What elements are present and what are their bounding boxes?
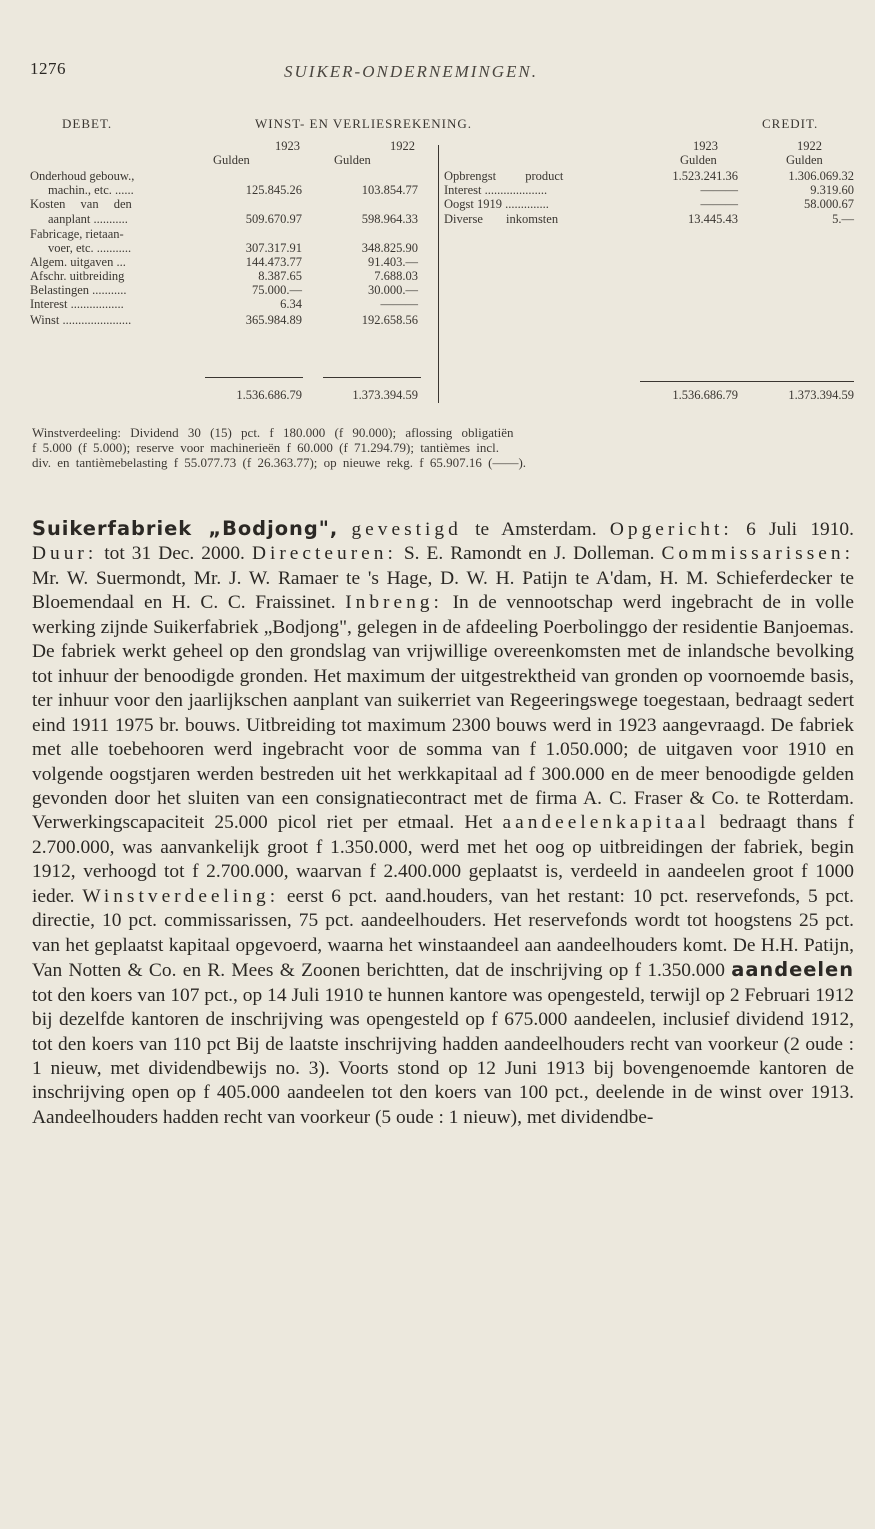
left-row-label: Afschr. uitbreiding bbox=[30, 269, 125, 283]
distribution-line: div. en tantièmebelasting f 55.077.73 (f 26.363.77); op nieuwe rekg. f 65.907.16 (——). bbox=[32, 455, 527, 470]
left-row-value-1923: 509.670.97 bbox=[245, 212, 302, 226]
distribution-line: Winstverdeeling: Dividend 30 (15) pct. f 180.000 (f 90.000); aflossing obligatiën bbox=[32, 425, 514, 440]
left-row-value-1923: 307.317.91 bbox=[245, 241, 302, 255]
inbreng-label: Inbreng: bbox=[345, 592, 443, 614]
left-row-value-1923: 365.984.89 bbox=[245, 313, 302, 327]
right-row-label: Opbrengst product bbox=[444, 169, 564, 183]
left-row-value-1922: 91.403.— bbox=[368, 255, 418, 269]
left-row-label: Algem. uitgaven ... bbox=[30, 255, 126, 269]
duur-label: Duur: bbox=[32, 543, 98, 565]
left-row-value-1922: 598.964.33 bbox=[361, 212, 418, 226]
article-text: Mr. W. Suermondt, Mr. J. W. Ramaer te 's Hage, D. W. H. Patijn te A'dam, H. M. Schieferdecker te Bloemendaal en H. C. C. Fraissinet. bbox=[32, 567, 854, 614]
right-unit-2: Gulden bbox=[786, 153, 823, 167]
page-number: 1276 bbox=[30, 59, 66, 78]
right-row-value-1923: 1.523.241.36 bbox=[672, 169, 738, 183]
left-row-value-1922: 7.688.03 bbox=[374, 269, 418, 283]
left-unit-1: Gulden bbox=[213, 153, 250, 167]
left-row-label: Fabricage, rietaan- bbox=[30, 227, 124, 241]
aandeelenkapitaal-label: aandeelenkapitaal bbox=[502, 812, 710, 834]
right-year-1923: 1923 bbox=[693, 139, 718, 153]
commissarissen-label: Commissarissen: bbox=[661, 543, 854, 565]
running-title: SUIKER-ONDERNEMINGEN. bbox=[284, 62, 539, 81]
left-row-label: Onderhoud gebouw., bbox=[30, 169, 135, 183]
table-center-divider bbox=[438, 145, 439, 403]
right-row-label: Diverse inkomsten bbox=[444, 212, 559, 226]
company-name: Suikerfabriek „Bodjong", bbox=[32, 517, 339, 540]
distribution-line: f 5.000 (f 5.000); reserve voor machinerieën f 60.000 (f 71.294.79); tantièmes incl. bbox=[32, 440, 500, 455]
left-year-1923: 1923 bbox=[275, 139, 300, 153]
article-text: In de vennootschap werd ingebracht de in volle werking zijnde Suikerfabriek „Bodjong", gelegen in de afdeeling Poerbolinggo der residentie Banjoemas. De fabriek werkt geheel op den grondslag van vrijwillige overeenkomsten met de inlandsche bevolking tot inhuur der benoodigde gronden. Het maximum der uitgestrektheid van gronden op voornoemde basis, ter inhuur voor den jaarlijkschen aanplant van suikerriet van Regeeringswege toegestaan, bedraagt sedert eind 1911 1975 br. bouws. Uitbreiding tot maximum 2300 bouws werd in 1923 aangevraagd. De fabriek met alle toebehooren werd ingebracht voor de somma van f 1.050.000; de uitgaven voor 1910 en volgende oogstjaren werden bestreden uit het werkkapitaal ad f 300.000 en de meer benoodigde gelden gevonden door het sluiten van een consignatiecontract met de firma A. C. Fraser & Co. te Rotterdam. Verwerkingscapaciteit 25.000 picol riet per etmaal. Het bbox=[32, 592, 854, 834]
debet-label: DEBET. bbox=[62, 116, 113, 131]
right-year-1922: 1922 bbox=[797, 139, 822, 153]
right-row-label: Oogst 1919 .............. bbox=[444, 197, 549, 211]
left-row-label: aanplant ........... bbox=[48, 212, 128, 226]
right-unit-1: Gulden bbox=[680, 153, 717, 167]
left-row-value-1922: 348.825.90 bbox=[361, 241, 418, 255]
left-row-value-1923: 75.000.— bbox=[252, 283, 302, 297]
left-row-value-1922: 103.854.77 bbox=[361, 183, 418, 197]
left-row-label: Winst ...................... bbox=[30, 313, 132, 327]
left-row-value-1922: 30.000.— bbox=[368, 283, 418, 297]
table-title: WINST- EN VERLIESREKENING. bbox=[255, 116, 473, 131]
left-row-value-1923: 6.34 bbox=[280, 297, 302, 311]
article-text: S. E. Ramondt en J. Dolleman. bbox=[403, 543, 655, 565]
left-year-1922: 1922 bbox=[390, 139, 415, 153]
left-row-value-1923: 125.845.26 bbox=[245, 183, 302, 197]
left-row-value-1922: ——— bbox=[380, 297, 418, 311]
left-sum-rule-1922 bbox=[323, 377, 421, 378]
article-text: eerst 6 pct. aand.houders, van het restant: 10 pct. reservefonds, 5 pct. directie, 10 pct. commissarissen, 75 pct. aandeelhouders. Het reservefonds wordt tot hoogstens 25 pct. van het geplaatst kapitaal opgevoerd, waarna het winstaandeel aan aandeelhouders komt. De H.H. Patijn, Van Notten & Co. en R. Mees & Zoonen berichtten, dat de inschrijving op f 1.350.000 bbox=[32, 885, 854, 982]
right-row-value-1923: ——— bbox=[700, 197, 738, 211]
right-row-value-1922: 1.306.069.32 bbox=[788, 169, 854, 183]
right-total-1923: 1.536.686.79 bbox=[672, 388, 738, 402]
right-row-value-1923: 13.445.43 bbox=[688, 212, 738, 226]
left-sum-rule-1923 bbox=[205, 377, 303, 378]
left-row-label: Belastingen ........... bbox=[30, 283, 127, 297]
article-text: 6 Juli 1910. bbox=[746, 519, 854, 540]
right-row-value-1922: 58.000.67 bbox=[804, 197, 854, 211]
left-total-1923: 1.536.686.79 bbox=[236, 388, 302, 402]
right-row-label: Interest .................... bbox=[444, 183, 548, 197]
left-row-label: Kosten van den bbox=[30, 197, 132, 211]
aandeelen-label: aandeelen bbox=[731, 958, 854, 982]
company-article bbox=[32, 517, 854, 1130]
article-text: tot den koers van 107 pct., op 14 Juli 1910 te hunnen kantore was opengesteld, terwijl op 2 Februari 1912 bij dezelfde kantoren de inschrijving was opengesteld op f 675.000 aandeelen, inclusief dividend 1912, tot den koers van 110 pct Bij de laatste inschrijving hadden aandeelhouders recht van voorkeur (2 oude : 1 nieuw, met dividendbewijs no. 3). Voorts stond op 12 Juni 1913 bij bovengenoemde kantoren de inschrijving open op f 405.000 aandeelen tot den koers van 100 pct., deelende in de winst over 1913. Aandeelhouders hadden recht van voorkeur (5 oude : 1 nieuw), met dividendbe- bbox=[32, 984, 854, 1128]
winstverdeeling-label: Winstverdeeling: bbox=[82, 885, 280, 907]
opgericht-label: Opgericht: bbox=[609, 519, 733, 540]
left-unit-2: Gulden bbox=[334, 153, 371, 167]
right-row-value-1923: ——— bbox=[700, 183, 738, 197]
right-row-value-1922: 5.— bbox=[832, 212, 854, 226]
article-text: tot 31 Dec. 2000. bbox=[104, 543, 245, 565]
right-row-value-1922: 9.319.60 bbox=[810, 183, 854, 197]
right-sum-rule bbox=[640, 381, 854, 382]
article-text: te Amsterdam. bbox=[475, 519, 597, 540]
credit-label: CREDIT. bbox=[762, 116, 819, 131]
left-row-value-1922: 192.658.56 bbox=[361, 313, 418, 327]
gevestigd-label: gevestigd bbox=[351, 519, 462, 540]
left-row-label: machin., etc. ...... bbox=[48, 183, 134, 197]
left-row-value-1923: 8.387.65 bbox=[258, 269, 302, 283]
left-total-1922: 1.373.394.59 bbox=[352, 388, 418, 402]
left-row-label: Interest ................. bbox=[30, 297, 124, 311]
article-text: bedraagt thans f 2.700.000, was aanvankelijk groot f 1.350.000, werd met het oog op uitbreidingen der fabriek, begin 1912, verhoogd tot f 2.700.000, waarvan f 2.400.000 geplaatst is, verdeeld in aandeelen groot f 1000 ieder. bbox=[32, 812, 854, 907]
right-total-1922: 1.373.394.59 bbox=[788, 388, 854, 402]
left-row-label: voer, etc. ........... bbox=[48, 241, 132, 255]
left-row-value-1923: 144.473.77 bbox=[245, 255, 302, 269]
directeuren-label: Directeuren: bbox=[251, 543, 397, 565]
